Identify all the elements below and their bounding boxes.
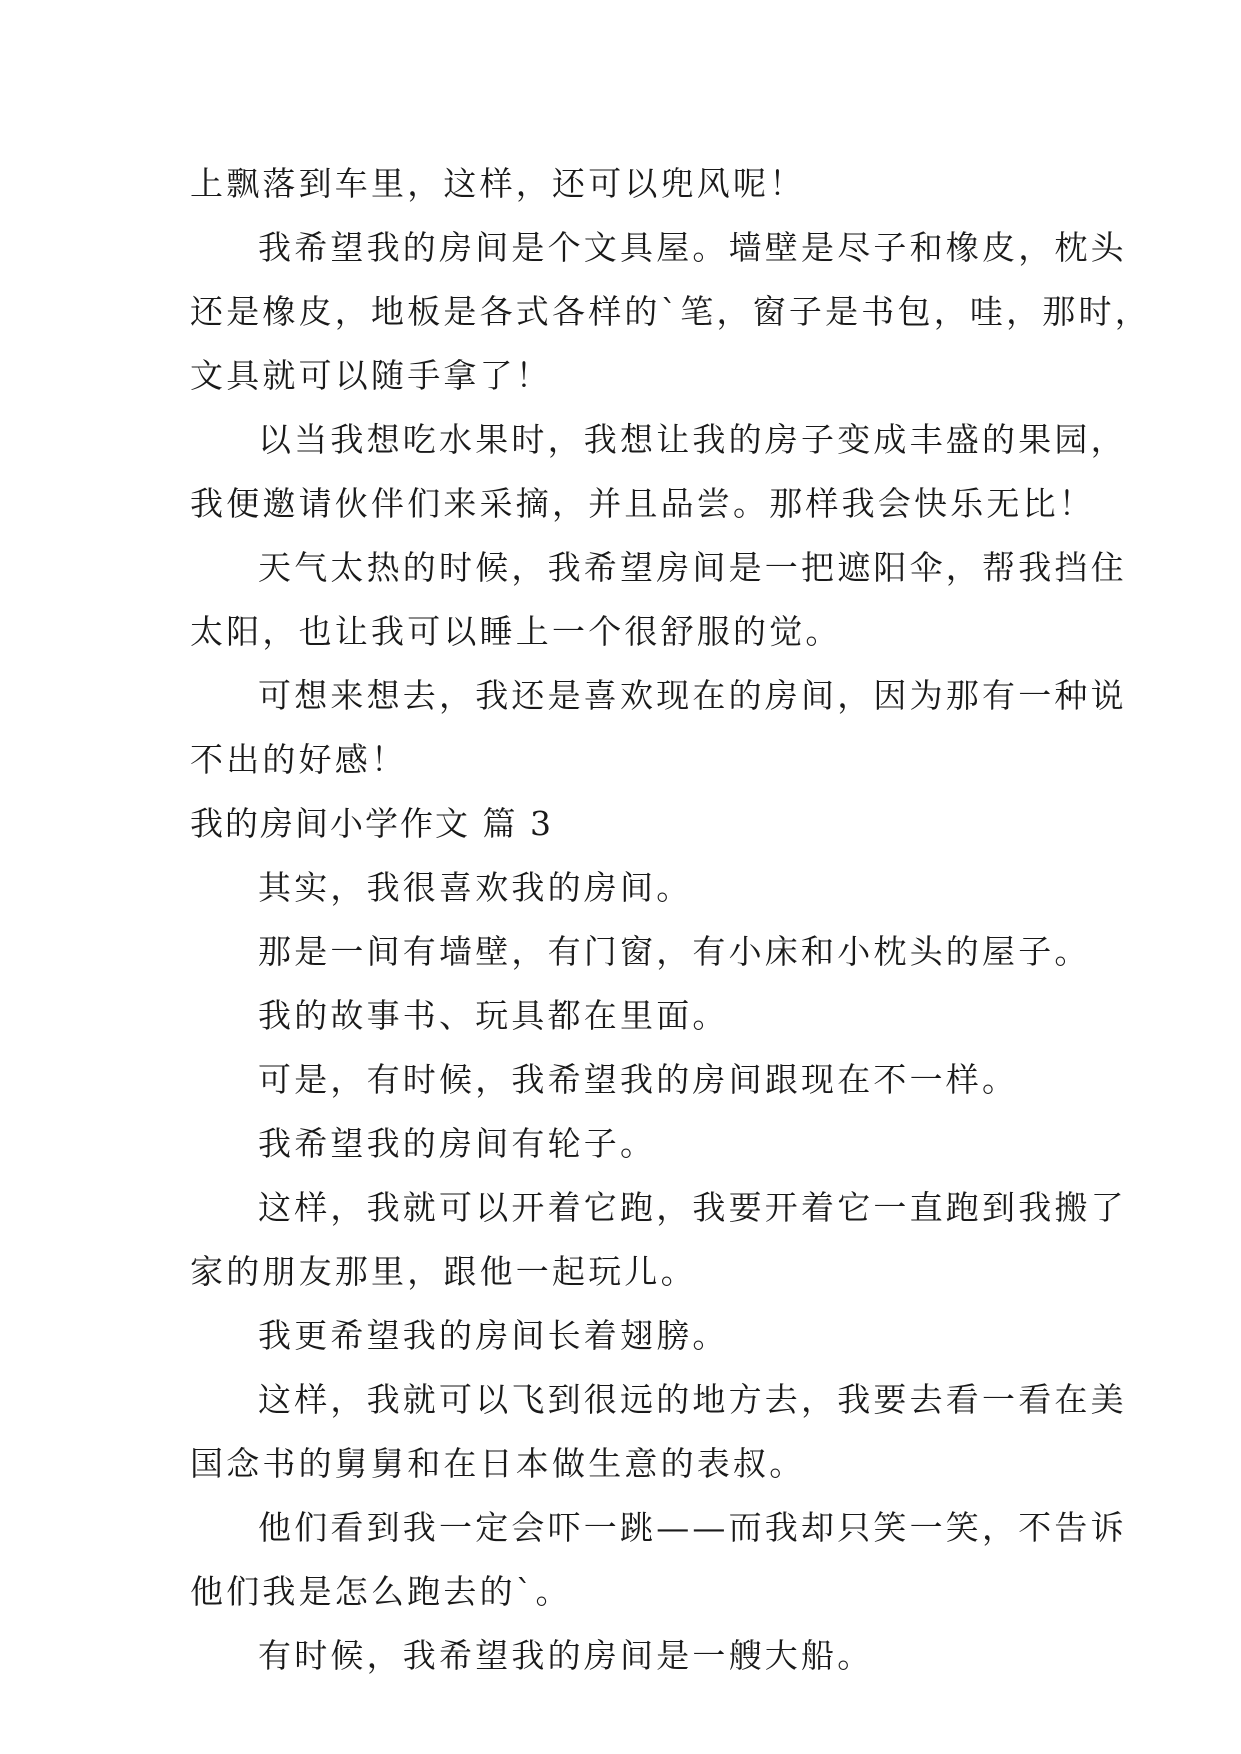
text-line: 以当我想吃水果时，我想让我的房子变成丰盛的果园， xyxy=(258,420,1127,459)
text-line: 我希望我的房间是个文具屋。墙壁是尽子和橡皮，枕头 xyxy=(258,228,1127,267)
text-line: 不出的好感！ xyxy=(190,740,408,779)
document-body xyxy=(190,152,1151,1688)
text-line: 文具就可以随手拿了！ xyxy=(190,356,552,395)
text-line: 国念书的舅舅和在日本做生意的表叔。 xyxy=(190,1444,806,1483)
text-line: 这样，我就可以飞到很远的地方去，我要去看一看在美 xyxy=(258,1380,1127,1419)
text-line: 其实，我很喜欢我的房间。 xyxy=(258,868,693,907)
text-line: 我的故事书、玩具都在里面。 xyxy=(258,996,729,1035)
text-line: 家的朋友那里，跟他一起玩儿。 xyxy=(190,1252,697,1291)
text-line: 他们看到我一定会吓一跳——而我却只笑一笑，不告诉 xyxy=(258,1508,1127,1547)
text-line: 我希望我的房间有轮子。 xyxy=(258,1124,657,1163)
text-line: 天气太热的时候，我希望房间是一把遮阳伞，帮我挡住 xyxy=(258,548,1127,587)
text-line: 我更希望我的房间长着翅膀。 xyxy=(258,1316,729,1355)
text-line: 可想来想去，我还是喜欢现在的房间，因为那有一种说 xyxy=(258,676,1127,715)
text-line: 可是，有时候，我希望我的房间跟现在不一样。 xyxy=(258,1060,1019,1099)
text-line: 他们我是怎么跑去的`。 xyxy=(190,1572,572,1611)
text-line: 这样，我就可以开着它跑，我要开着它一直跑到我搬了 xyxy=(258,1188,1127,1227)
section-heading: 我的房间小学作文 篇 3 xyxy=(190,804,553,843)
text-line: 还是橡皮，地板是各式各样的`笔，窗子是书包，哇，那时， xyxy=(190,292,1151,331)
text-line: 上飘落到车里，这样，还可以兜风呢！ xyxy=(190,164,806,203)
text-line: 那是一间有墙壁，有门窗，有小床和小枕头的屋子。 xyxy=(258,932,1091,971)
text-line: 太阳，也让我可以睡上一个很舒服的觉。 xyxy=(190,612,842,651)
text-line: 我便邀请伙伴们来采摘，并且品尝。那样我会快乐无比！ xyxy=(190,484,1095,523)
text-line: 有时候，我希望我的房间是一艘大船。 xyxy=(258,1636,874,1675)
